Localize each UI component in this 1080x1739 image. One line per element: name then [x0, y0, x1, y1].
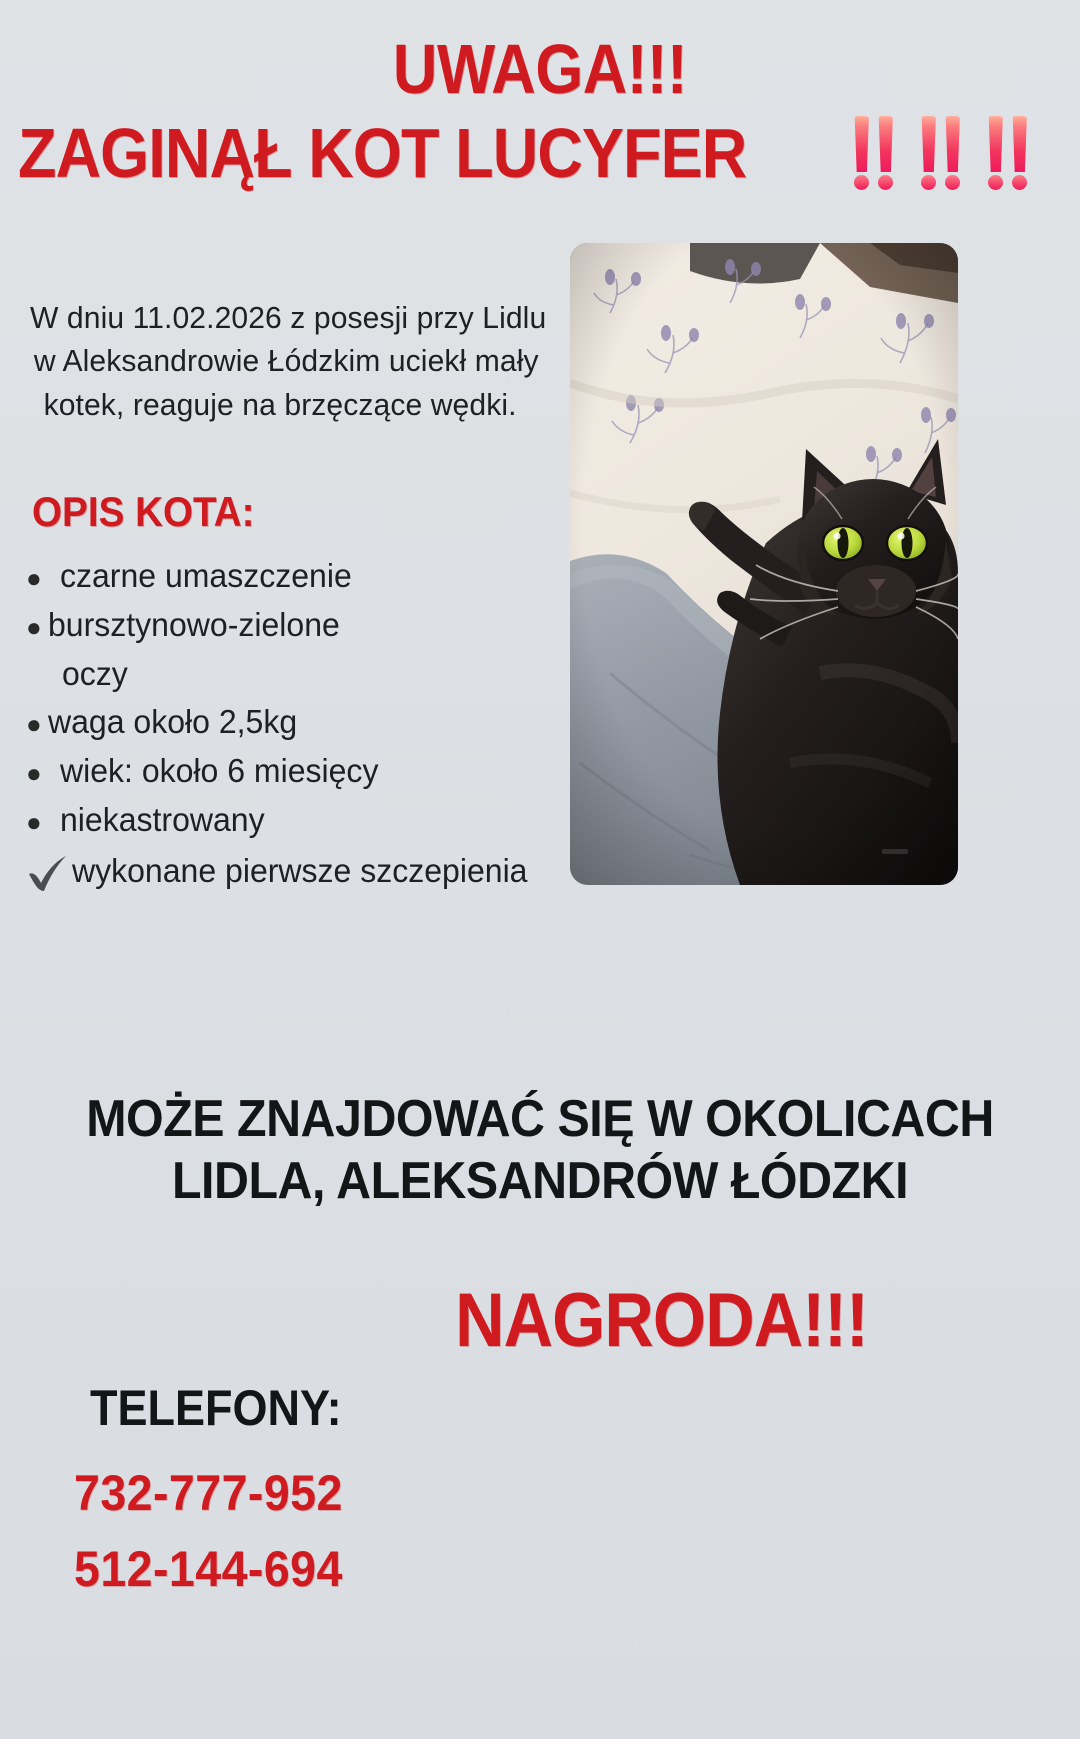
list-item-label: waga około 2,5kg	[48, 703, 298, 741]
bullet-icon: ●	[26, 709, 42, 740]
phone-number-2[interactable]: 512-144-694	[74, 1541, 343, 1597]
headline-block	[0, 30, 1080, 192]
headline-title-row	[0, 116, 1080, 190]
list-item	[26, 698, 586, 747]
black-cat-photo	[570, 243, 958, 885]
bullet-icon: ●	[26, 611, 42, 642]
list-item-label: czarne umaszczenie	[60, 557, 352, 594]
location-text	[0, 1088, 1080, 1213]
description-line-2: w Aleksandrowie Łódzkim uciekł mały	[33, 343, 539, 379]
list-item-vaccination	[26, 847, 586, 896]
location-line-2: LIDLA, ALEKSANDRÓW ŁÓDZKI	[171, 1152, 909, 1211]
description-paragraph	[30, 296, 550, 426]
bullet-icon: ●	[26, 807, 42, 838]
list-item-continuation	[26, 650, 586, 699]
double-exclamation-mark-icon	[920, 116, 961, 190]
location-line-1: MOŻE ZNAJDOWAĆ SIĘ W OKOLICACH	[86, 1090, 994, 1148]
bullet-icon: ●	[26, 758, 42, 789]
headline-attention: UWAGA!!!	[392, 30, 688, 108]
list-item-label: niekastrowany	[60, 801, 265, 839]
cat-description-list	[26, 552, 586, 896]
phone-number-1[interactable]: 732-777-952	[74, 1465, 343, 1521]
double-exclamation-mark-icon	[853, 116, 894, 190]
list-item-label: bursztynowo-zielone	[48, 605, 340, 643]
list-item	[26, 747, 586, 796]
description-line-3: kotek, reaguje na brzęczące wędki.	[43, 386, 517, 422]
phones-label: TELEFONY:	[90, 1380, 342, 1436]
list-item-label: wiek: około 6 miesięcy	[60, 752, 379, 790]
bullet-icon: ●	[26, 563, 42, 593]
list-item-label: wykonane pierwsze szczepienia	[72, 851, 528, 889]
reward-label: NAGRODA!!!	[455, 1278, 868, 1363]
list-item	[26, 552, 586, 601]
check-mark-icon	[26, 854, 70, 894]
list-item-label: oczy	[62, 654, 128, 692]
cat-description-title: OPIS KOTA:	[32, 488, 255, 535]
double-exclamation-mark-icon	[987, 116, 1028, 190]
headline-missing-cat: ZAGINĄŁ KOT LUCYFER	[18, 114, 747, 192]
list-item	[26, 601, 586, 650]
description-line-1: W dniu 11.02.2026 z posesji przy Lidlu	[30, 300, 547, 335]
double-exclamation-mark-icon-group	[853, 116, 1028, 190]
list-item	[26, 796, 586, 845]
